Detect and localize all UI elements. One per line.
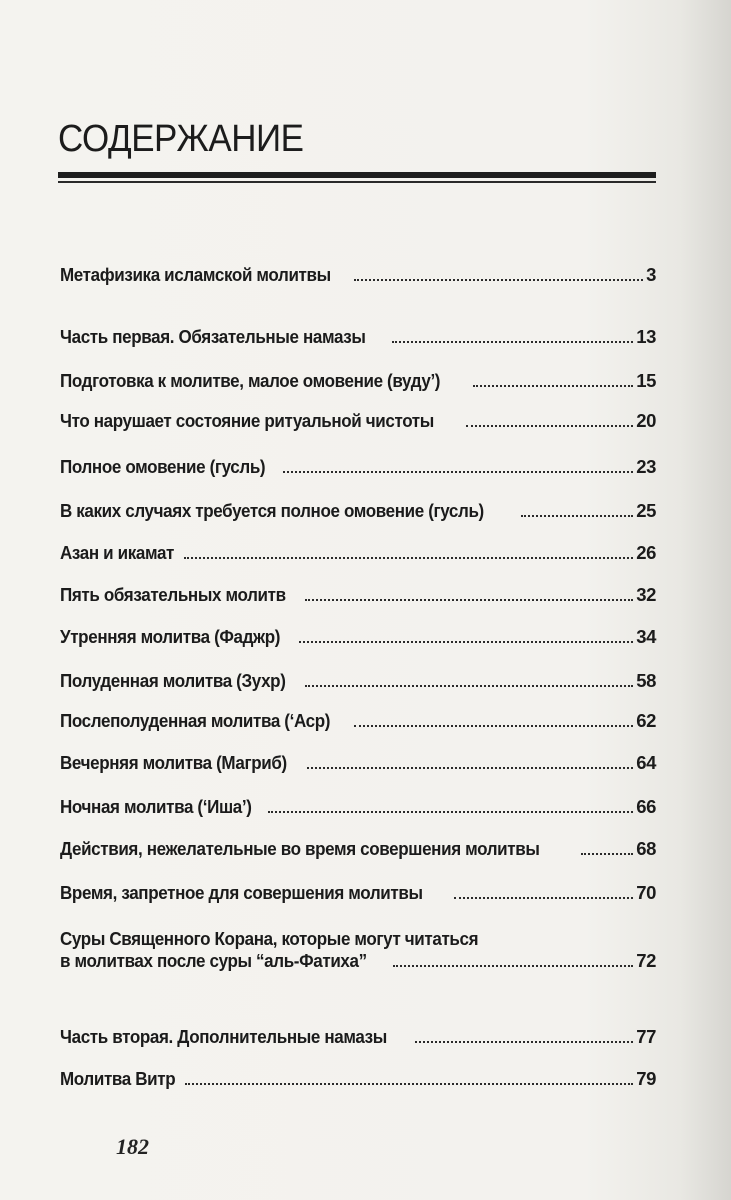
title-rule-thin bbox=[58, 181, 656, 183]
toc-entry bbox=[60, 752, 656, 774]
toc-entry bbox=[60, 928, 656, 972]
toc-entry-title: Полное омовение (гусль) bbox=[60, 456, 266, 477]
toc-page-number: 70 bbox=[636, 882, 656, 903]
toc-entry bbox=[60, 710, 656, 732]
toc-entry bbox=[60, 500, 656, 522]
toc-page-number: 62 bbox=[636, 710, 656, 731]
toc-leader-dots bbox=[392, 341, 633, 343]
toc-entry bbox=[60, 584, 656, 606]
toc-page-number: 26 bbox=[636, 542, 656, 563]
toc-page-number: 23 bbox=[636, 456, 656, 477]
toc-entry bbox=[60, 456, 656, 478]
toc-entry-title: Время, запретное для совершения молитвы bbox=[60, 882, 423, 903]
toc-page-number: 79 bbox=[636, 1068, 656, 1089]
toc-page-number: 13 bbox=[636, 326, 656, 347]
toc-leader-dots bbox=[466, 425, 633, 427]
toc-entry-title-line2: в молитвах после суры “аль-Фатиха” bbox=[60, 950, 367, 971]
toc-entry-title: В каких случаях требуется полное омовение (гусль) bbox=[60, 500, 484, 521]
title-rule-thick bbox=[58, 172, 656, 178]
toc-page-number: 34 bbox=[636, 626, 656, 647]
toc-page-number: 64 bbox=[636, 752, 656, 773]
toc-entry-title-line1: Суры Священного Корана, которые могут читаться bbox=[60, 928, 479, 949]
toc-entry-title: Полуденная молитва (Зухр) bbox=[60, 670, 286, 691]
toc-leader-dots bbox=[185, 1083, 633, 1085]
toc-page-number: 68 bbox=[636, 838, 656, 859]
toc-entry bbox=[60, 264, 656, 286]
toc-entry-title: Пять обязательных молитв bbox=[60, 584, 286, 605]
toc-entry bbox=[60, 626, 656, 648]
toc-leader-dots bbox=[581, 853, 633, 855]
toc-entry bbox=[60, 326, 656, 348]
toc-leader-dots bbox=[305, 599, 633, 601]
toc-entry bbox=[60, 542, 656, 564]
toc-page-number: 77 bbox=[636, 1026, 656, 1047]
toc-leader-dots bbox=[299, 641, 633, 643]
toc-page-number: 72 bbox=[636, 950, 656, 971]
toc-entry-title: Послеполуденная молитва (‘Аср) bbox=[60, 710, 331, 731]
toc-entry bbox=[60, 370, 656, 392]
toc-entry bbox=[60, 1068, 656, 1090]
page-number-folio: 182 bbox=[116, 1134, 149, 1159]
toc-leader-dots bbox=[283, 471, 633, 473]
toc-entry-title: Ночная молитва (‘Иша’) bbox=[60, 796, 252, 817]
toc-leader-dots bbox=[184, 557, 633, 559]
toc-entry bbox=[60, 838, 656, 860]
toc-entry-title: Вечерняя молитва (Магриб) bbox=[60, 752, 287, 773]
toc-page-number: 32 bbox=[636, 584, 656, 605]
toc-entry-title: Действия, нежелательные во время совершения молитвы bbox=[60, 838, 540, 859]
toc-page-number: 20 bbox=[636, 410, 656, 431]
toc-leader-dots bbox=[473, 385, 633, 387]
toc-leader-dots bbox=[307, 767, 634, 769]
toc-entry bbox=[60, 1026, 656, 1048]
toc-leader-dots bbox=[268, 811, 633, 813]
toc-page-number: 15 bbox=[636, 370, 656, 391]
toc-entry bbox=[60, 796, 656, 818]
toc-leader-dots bbox=[393, 965, 633, 967]
toc-entry bbox=[60, 670, 656, 692]
toc-page-number: 66 bbox=[636, 796, 656, 817]
toc-leader-dots bbox=[354, 725, 634, 727]
toc-leader-dots bbox=[454, 897, 633, 899]
toc-entry-title: Утренняя молитва (Фаджр) bbox=[60, 626, 281, 647]
toc-entry-title: Часть первая. Обязательные намазы bbox=[60, 326, 366, 347]
toc-leader-dots bbox=[521, 515, 634, 517]
toc-leader-dots bbox=[354, 279, 643, 281]
toc-entry-title: Что нарушает состояние ритуальной чистоты bbox=[60, 410, 434, 431]
toc-entry-title: Часть вторая. Дополнительные намазы bbox=[60, 1026, 387, 1047]
toc-leader-dots bbox=[415, 1041, 633, 1043]
toc-entry-title: Молитва Витр bbox=[60, 1068, 176, 1089]
page-title: СОДЕРЖАНИЕ bbox=[58, 118, 304, 160]
toc-entry-title: Азан и икамат bbox=[60, 542, 175, 563]
toc-entry-title: Подготовка к молитве, малое омовение (вуду’) bbox=[60, 370, 441, 391]
toc-entry bbox=[60, 410, 656, 432]
toc-entry-title: Метафизика исламской молитвы bbox=[60, 264, 331, 285]
toc-page-number: 3 bbox=[646, 264, 656, 285]
toc-leader-dots bbox=[305, 685, 633, 687]
toc-entry bbox=[60, 882, 656, 904]
toc-page-number: 58 bbox=[636, 670, 656, 691]
toc-page-number: 25 bbox=[636, 500, 656, 521]
